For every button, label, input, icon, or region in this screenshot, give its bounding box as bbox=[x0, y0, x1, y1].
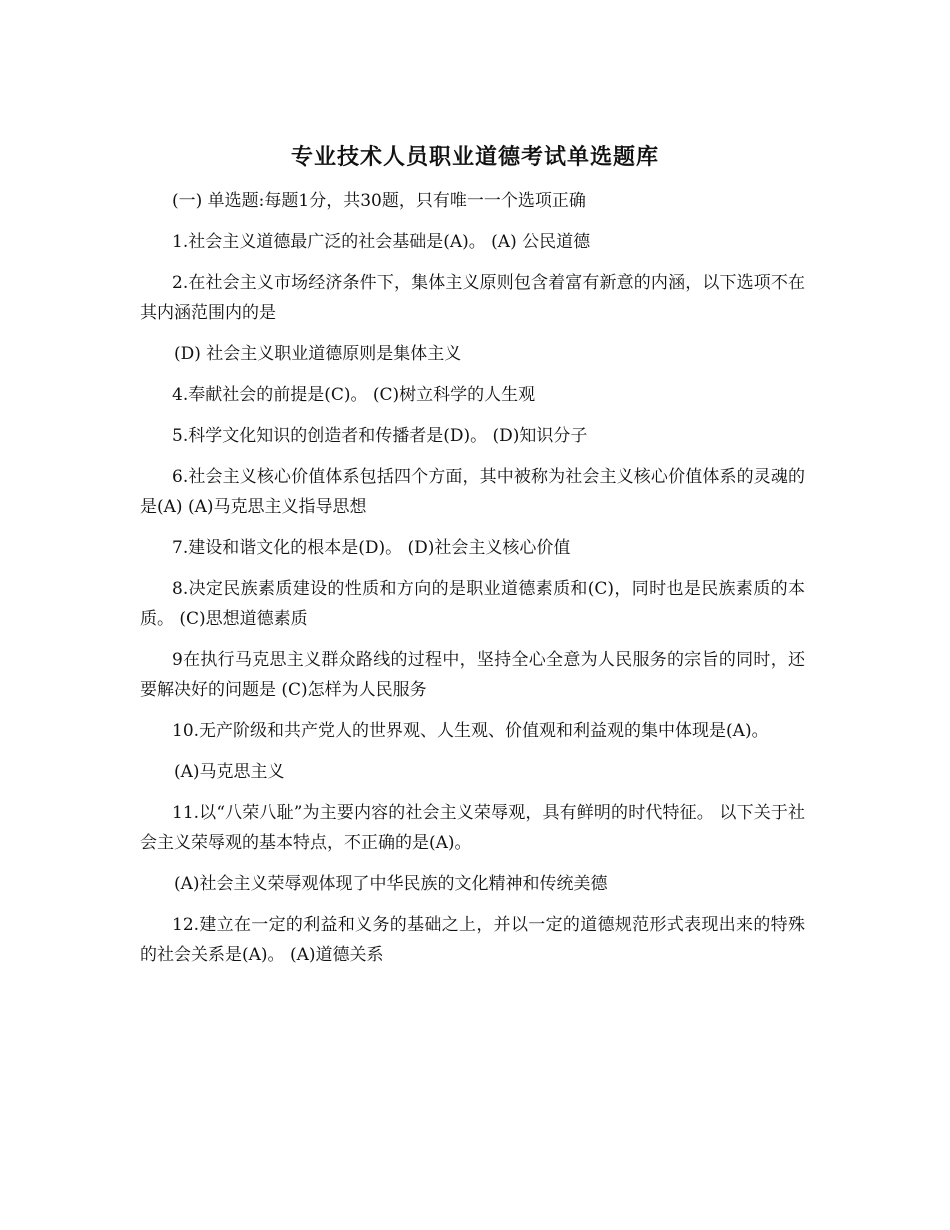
question-paragraph: 6.社会主义核心价值体系包括四个方面，其中被称为社会主义核心价值体系的灵魂的是(A) (A)马克思主义指导思想 bbox=[140, 467, 805, 517]
question-paragraph: 2.在社会主义市场经济条件下，集体主义原则包含着富有新意的内涵，以下选项不在其内涵范围内的是 bbox=[140, 273, 805, 323]
answer-line: (D) 社会主义职业道德原则是集体主义 bbox=[174, 344, 462, 364]
document-title: 专业技术人员职业道德考试单选题库 bbox=[290, 145, 659, 170]
question-paragraph: 8.决定民族素质建设的性质和方向的是职业道德素质和(C)，同时也是民族素质的本质。 (C)思想道德素质 bbox=[140, 579, 805, 629]
section-heading: (一) 单选题:每题1分，共30题，只有唯一一个选项正确 bbox=[172, 191, 586, 211]
question-paragraph: 1.社会主义道德最广泛的社会基础是(A)。 (A) 公民道德 bbox=[172, 232, 591, 252]
question-paragraph: 10.无产阶级和共产党人的世界观、人生观、价值观和利益观的集中体现是(A)。 bbox=[172, 721, 769, 741]
question-paragraph: 7.建设和谐文化的根本是(D)。 (D)社会主义核心价值 bbox=[172, 538, 571, 558]
answer-line: (A)社会主义荣辱观体现了中华民族的文化精神和传统美德 bbox=[174, 874, 608, 894]
question-paragraph: 4.奉献社会的前提是(C)。 (C)树立科学的人生观 bbox=[172, 385, 536, 405]
question-paragraph: 11.以“八荣八耻”为主要内容的社会主义荣辱观，具有鲜明的时代特征。 以下关于社会主义荣辱观的基本特点，不正确的是(A)。 bbox=[140, 803, 805, 853]
question-paragraph: 9在执行马克思主义群众路线的过程中，坚持全心全意为人民服务的宗旨的同时，还要解决好的问题是 (C)怎样为人民服务 bbox=[140, 650, 805, 700]
answer-line: (A)马克思主义 bbox=[174, 762, 285, 782]
question-paragraph: 12.建立在一定的利益和义务的基础之上，并以一定的道德规范形式表现出来的特殊的社会关系是(A)。 (A)道德关系 bbox=[140, 915, 805, 965]
question-paragraph: 5.科学文化知识的创造者和传播者是(D)。 (D)知识分子 bbox=[172, 426, 588, 446]
document-body bbox=[140, 186, 805, 981]
